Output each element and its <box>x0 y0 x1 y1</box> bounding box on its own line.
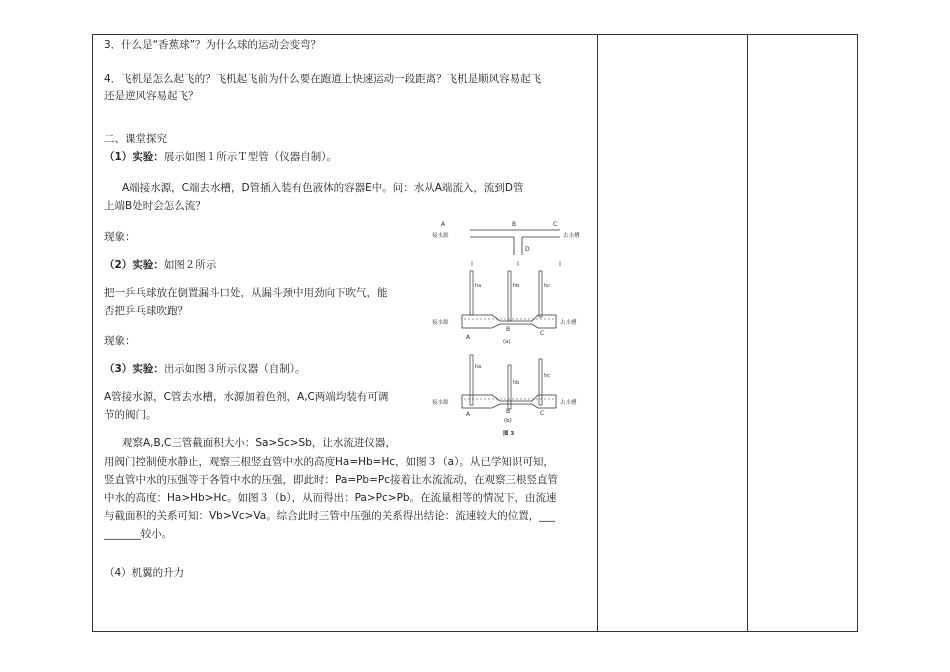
fb-ha: ha <box>475 364 482 370</box>
fa-tube-c <box>539 271 542 317</box>
experiment-1-line <box>104 150 337 164</box>
fb-label-a: A <box>466 411 471 418</box>
f1-label-a: A <box>441 221 446 228</box>
fb-tube-a <box>470 355 473 405</box>
fa-label-b: B <box>506 326 511 333</box>
experiment-3-desc-1: A管接水源，C管去水槽，水源加着色剂，A,C两端均装有可调 <box>104 391 389 403</box>
experiment-2-num: （2） <box>104 259 133 271</box>
experiment-2-line <box>104 258 216 272</box>
fa-ha: ha <box>475 283 482 289</box>
f1-label-b: B <box>512 221 517 228</box>
fa-label-a: A <box>466 334 471 341</box>
f1-water-source: 接水源 <box>432 233 449 239</box>
question-3: 3．什么是“香蕉球”？为什么球的运动会变弯？ <box>104 39 322 51</box>
f1-label-d: D <box>525 246 530 253</box>
experiment-3-label: 实验： <box>132 363 164 375</box>
fb-water-source: 接水源 <box>432 400 449 406</box>
fb-tube-c <box>539 359 542 405</box>
section-heading: 二、课堂探究 <box>104 133 167 145</box>
experiment-2-text: 如图２所示 <box>163 259 217 271</box>
experiment-1-desc-1: A端接水源，C端去水槽，D管插入装有色液体的容器E中。问：水从A端流入，流到D管 <box>122 182 524 194</box>
fa-hb: hb <box>513 283 520 289</box>
fb-label-b: B <box>506 408 511 415</box>
fa-label-c: C <box>540 330 545 337</box>
fa-tube-b <box>508 271 511 321</box>
fa-drain: 去水槽 <box>560 320 577 326</box>
figure-3b-flowing-water <box>432 355 577 437</box>
figure-3a-still-water <box>432 271 577 345</box>
experiment-1-label: 实验： <box>132 151 164 163</box>
observation-5: 与截面积的关系可知：Vb>Vc>Va。综合此时三管中压强的关系得出结论：流速较大的位置，___ <box>104 510 555 522</box>
observation-4: 中水的高度：Ha>Hb>Hc。如图３（b），从而得出：Pa>Pc>Pb。在流量相等的情况下，由流速 <box>104 492 557 504</box>
experiment-1-num: （1） <box>104 151 133 163</box>
phenomenon-2: 现象： <box>104 335 136 347</box>
fa-tube-a <box>470 271 473 315</box>
fb-hc: hc <box>544 373 550 379</box>
f1-drain: 去水槽 <box>563 233 580 239</box>
observation-2: 用阀门控制使水静止，观察三根竖直管中水的高度Ha=Hb=Hc，如图３（a）。从已学知识可知， <box>104 456 554 468</box>
fb-tube-b <box>508 365 511 409</box>
figure-1-t-tube <box>432 221 580 266</box>
experiment-2-desc-1: 把一乒乓球放在倒置漏斗口处，从漏斗颈中用劲向下吹气，能 <box>104 287 388 299</box>
experiment-3-desc-2: 节的阀门。 <box>104 409 157 421</box>
question-4-line1: 4．飞机是怎么起飞的？飞机起飞前为什么要在跑道上快速运动一段距离？飞机是顺风容易起飞 <box>104 73 542 85</box>
f1-label-c: C <box>553 221 558 228</box>
fb-drain: 去水槽 <box>560 400 577 406</box>
fb-caption: (b) <box>504 418 512 424</box>
question-4-line2: 还是逆风容易起飞？ <box>104 90 199 102</box>
fb-label-c: C <box>540 410 545 417</box>
phenomenon-1: 现象： <box>104 231 136 243</box>
column-divider-2 <box>747 35 748 631</box>
observation-6: _______较小。 <box>104 528 173 540</box>
experiment-2-desc-2: 否把乒乓球吹跑？ <box>104 305 188 317</box>
experiment-3-num: （3） <box>104 363 133 375</box>
fa-water-source: 接水源 <box>432 320 449 326</box>
experiment-3-text: 出示如图３所示仪器（自制）。 <box>163 363 306 375</box>
experiment-1-text: 展示如图１所示Ｔ型管（仪器自制）。 <box>163 151 338 163</box>
part-4-heading: （4）机翼的升力 <box>104 567 185 579</box>
figure-3-caption: 图 3 <box>503 431 515 437</box>
experiment-3-line <box>104 362 306 376</box>
fa-caption: (a) <box>503 339 511 345</box>
t-tube-apparatus-figure <box>432 215 600 440</box>
fb-hb: hb <box>513 380 520 386</box>
observation-3: 竖直管中水的压强等于各管中水的压强，即此时：Pa=Pb=Pc接着让水流流动，在观察三根竖直管 <box>104 474 558 486</box>
observation-1: 观察A,B,C三管截面积大小：Sa>Sc>Sb，让水流进仪器， <box>122 437 396 449</box>
experiment-1-desc-2: 上端B处时会怎么流？ <box>104 200 206 212</box>
experiment-2-label: 实验： <box>132 259 164 271</box>
fa-hc: hc <box>544 283 550 289</box>
